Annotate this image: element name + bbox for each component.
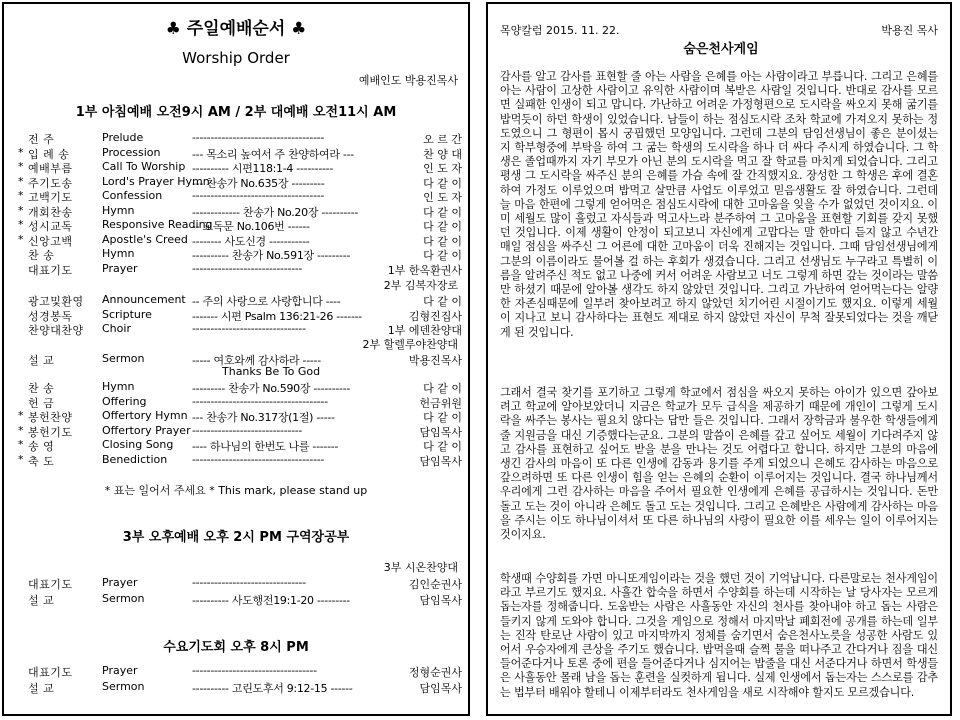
- worship-order-page: [2, 2, 470, 716]
- order-item-ko: 광고및환영: [28, 295, 84, 308]
- order-item-leader: 다 같 이: [423, 249, 462, 262]
- order-item-detail: ------- 시편 Psalm 136:21-26 -------: [192, 309, 362, 323]
- order-item-en: Sermon: [102, 592, 145, 605]
- order-item-mark: *: [18, 174, 24, 188]
- order-item-detail: -------------------------------: [192, 322, 306, 335]
- order-item-en: Responsive Reading: [102, 218, 213, 231]
- order-item-leader: 김인순권사: [408, 578, 462, 591]
- order-item-detail: ---------- 고린도후서 9:12-15 ------: [192, 682, 353, 695]
- order-item-en: Hymn: [102, 247, 135, 260]
- service1-heading: 1부 아침예배 오전9시 AM / 2부 대예배 오전11시 AM: [75, 105, 397, 120]
- order-item-mark: *: [18, 160, 24, 173]
- order-item-en: Sermon: [102, 680, 145, 693]
- order-item-en: Prayer: [102, 576, 138, 589]
- order-item-detail: ---- 하나님의 한번도 나를 -------: [192, 440, 339, 453]
- order-item-leader: 담임목사: [419, 425, 462, 439]
- order-row: [18, 322, 462, 337]
- order-item-ko: 봉헌찬양: [28, 411, 73, 424]
- pastor-column-page: [486, 2, 952, 716]
- order-row: [18, 453, 462, 468]
- page-title: ♣ 주일예배순서 ♣: [165, 19, 307, 39]
- order-item-ko: 입 례 송: [28, 147, 70, 161]
- order-item-ko: 고백기도: [28, 191, 73, 204]
- order-item-detail: ------------------------------------: [192, 131, 325, 144]
- order-row: [18, 160, 462, 175]
- order-item-ko: 설 교: [28, 682, 55, 695]
- order-item-leader: 다 같 이: [423, 295, 462, 308]
- order-item-ko: 신앙고백: [28, 234, 73, 248]
- order-row: [18, 189, 462, 204]
- order-row: [18, 175, 462, 190]
- order-item-en: Lord's Prayer Hymn: [102, 174, 210, 188]
- order-row: [18, 218, 462, 233]
- order-item-leader: 담임목사: [419, 454, 462, 468]
- order-item-mark: *: [18, 145, 24, 159]
- order-item-ko: 봉헌기도: [28, 425, 73, 439]
- column-paragraph-1: 감사를 알고 감사를 표현할 줄 아는 사람을 은혜를 아는 사람이라고 부릅니다. 그리고 은혜를 아는 사람이 고상한 사람이고 유익한 사람이며 복받은 사람일 것입니다. 반대로 감사를 모르면 실패한 인생이 되고 맙니다. 가난하고 어려운 가정형편으로 도시락을 싸오지 못해 굶기를 밥먹듯이 하던 학생이 있었습니다. 남들이 하는 점심도시락 조차 학교에 가져오지 못하는 정도였으니 그 형편이 몹시 궁핍했던 모양입니다. 그런데 그분의 담임선생님이 좋은 분이셨는지 학부형중에 부탁을 하여 그 굶는 학생의 도시락을 하나 더 싸다 주시게 하였습니다. 그 학생은 졸업때까지 자기 부모가 아닌 분의 도시락을 먹고 잘 학교를 마치게 되었습니다. 그리고 평생 그 도시락을 싸주신 분의 은혜를 가슴 속에 잘 간직했지요. 장성한 그 학생은 후에 결혼하여 가정도 이루었으며 밥먹고 살만큼 사업도 이루었고 믿음생활도 잘 하였습니다. 그런데 늘 마음 한편에 그렇게 얻어먹은 점심도시락에 대한 고마움을 잊을 수가 없었던 것이지요. 이미 세월도 많이 흘렀고 자식들과 먹고사느라 분주하여 그 고마움을 표현할 기회를 갖지 못했던 것입니다. 이제 생활이 안정이 되고보니 자신에게 고맙다는 말 한마디 듣지 않고 수년간 매일 점심을 싸주신 그 어른에 대한 고마움이 더욱 진해지는 것입니다. 그때 담임선생님에게 그분의 이름이라도 물어볼 걸 하는 후회가 생겼습니다. 그리고 선생님도 누구라고 특별히 이름을 알려주신 적도 없고 나중에 커서 어려운 사람보고 너도 그렇게 하면 갚는 것이라는 말씀만 하셨기 때문에 알아볼 생각도 하지 않았던 것입니다. 그리고 가난하여 얻어먹는다는 알량한 자존심때문에 일부러 찾아보려고 하지 않았던 치기어린 시절이기도 했지요. 이렇게 세월이 지나고 보니 감사하다는 표현도 제대로 하지 않았던 자신이 무척 잘못되었다는 것을 깨닫게 된 것입니다.: [500, 70, 938, 339]
- order-row: [18, 204, 462, 219]
- order-item-ko: 개회찬송: [28, 205, 73, 219]
- order-row: [18, 262, 462, 277]
- column-title: 숨은천사게임: [683, 42, 759, 57]
- order-item-mark: *: [18, 203, 24, 217]
- order-row: [18, 592, 462, 607]
- order-item-en: Apostle's Creed: [102, 232, 188, 246]
- order-item-ko: 대표기도: [28, 263, 73, 277]
- order-item-ko: 예배부름: [28, 162, 73, 175]
- order-item-en: Offertory Hymn: [102, 409, 188, 422]
- order-item-detail: -- 주의 사랑으로 사랑합니다 ----: [192, 295, 341, 308]
- order-item-en: Hymn: [102, 380, 135, 393]
- order-item-detail: -- 교독문 No.106번 ------: [192, 220, 310, 233]
- order-item-ko: 성경봉독: [28, 309, 73, 323]
- choir-sub: 2부 할렐루야찬양대: [362, 338, 458, 351]
- order-item-leader: 담임목사: [419, 594, 462, 607]
- order-item-en: Prayer: [102, 261, 138, 275]
- order-item-leader: 다 같 이: [423, 220, 462, 233]
- order-item-en: Scripture: [102, 307, 152, 321]
- order-row: [18, 293, 462, 308]
- order-item-detail: --------- 찬송가 No.590장 ----------: [192, 382, 351, 395]
- order-item-leader: 다 같 이: [423, 411, 462, 424]
- order-item-leader: 다 같 이: [423, 176, 462, 190]
- order-item-mark: *: [18, 452, 24, 466]
- order-row: [18, 424, 462, 439]
- order-item-leader: 박용진목사: [408, 354, 462, 367]
- sermon-english-title: Thanks Be To God: [222, 365, 321, 378]
- order-item-leader: 다 같 이: [423, 440, 462, 453]
- order-item-en: Offering: [102, 394, 147, 408]
- order-item-ko: 찬 송: [28, 382, 55, 395]
- order-item-detail: --- 목소리 높여서 주 찬양하여라 ---: [192, 147, 354, 161]
- order-item-ko: 찬양대찬양: [28, 324, 84, 337]
- order-item-mark: *: [18, 232, 24, 246]
- order-item-ko: 송 영: [28, 440, 55, 453]
- order-item-mark: *: [18, 218, 24, 231]
- order-item-en: Hymn: [102, 203, 135, 217]
- order-item-en: Prelude: [102, 131, 144, 144]
- english-title: Worship Order: [182, 49, 290, 67]
- order-item-en: Prayer: [102, 664, 138, 677]
- order-row: [18, 233, 462, 248]
- order-item-mark: *: [18, 409, 24, 422]
- order-item-en: Closing Song: [102, 438, 174, 451]
- order-item-leader: 다 같 이: [423, 382, 462, 395]
- worship-leader: 예배인도 박용진목사: [358, 74, 458, 87]
- order-item-leader: 1부 한옥환권사: [387, 263, 462, 277]
- order-item-mark: *: [18, 189, 24, 202]
- order-item-ko: 대표기도: [28, 666, 73, 679]
- order-item-leader: 1부 에덴찬양대: [387, 324, 462, 337]
- order-item-leader: 담임목사: [419, 682, 462, 695]
- order-row: [18, 395, 462, 410]
- order-row: [18, 680, 462, 695]
- order-row: [18, 308, 462, 323]
- order-item-en: Sermon: [102, 352, 145, 365]
- order-row: [18, 409, 462, 424]
- order-item-leader: 헌금위원: [419, 396, 462, 410]
- order-item-ko: 헌 금: [28, 396, 55, 410]
- order-item-ko: 축 도: [28, 454, 55, 468]
- order-item-en: Benediction: [102, 452, 168, 466]
- order-item-leader: 다 같 이: [423, 234, 462, 248]
- service3-heading: 3부 오후예배 오후 2시 PM 구역장공부: [122, 530, 350, 545]
- order-item-ko: 설 교: [28, 354, 55, 367]
- order-item-leader: 찬 양 대: [423, 147, 462, 161]
- order-row: [18, 380, 462, 395]
- order-item-leader: 인 도 자: [423, 162, 462, 175]
- order-item-en: Offertory Prayer: [102, 423, 191, 437]
- order-item-detail: ---------- 찬송가 No.591장 ---------: [192, 249, 351, 262]
- order-row: [18, 247, 462, 262]
- standing-note: * 표는 일어서 주세요 * This mark, please stand up: [104, 484, 368, 497]
- order-item-detail: ------------------------------------: [192, 452, 325, 466]
- order-item-leader: 오 르 간: [423, 133, 462, 146]
- order-row: [18, 576, 462, 591]
- order-row: [18, 146, 462, 161]
- order-item-en: Procession: [102, 145, 161, 159]
- order-item-detail: ------------- 찬송가 No.20장 ----------: [192, 205, 359, 219]
- order-item-detail: -------------------------------------: [192, 394, 328, 408]
- order-item-leader: 정형순권사: [408, 666, 462, 679]
- order-item-leader: 인 도 자: [423, 191, 462, 204]
- order-item-detail: ---------- 사도행전19:1-20 ---------: [192, 594, 350, 607]
- order-item-ko: 찬 송: [28, 249, 55, 262]
- order-item-ko: 전 주: [28, 133, 55, 146]
- order-item-mark: *: [18, 438, 24, 451]
- order-item-detail: --- 찬송가 No.635장 ---------: [192, 176, 325, 190]
- order-item-leader: 다 같 이: [423, 205, 462, 219]
- order-item-detail: ----------------------------------: [192, 664, 317, 677]
- prayer-sub: 2부 김복자장로: [383, 279, 458, 292]
- service3-choir: 3부 시온찬양대: [383, 561, 458, 574]
- order-item-ko: 대표기도: [28, 578, 73, 591]
- column-paragraph-3: 학생때 수양회를 가면 마니또게임이라는 것을 했던 것이 기억납니다. 다른말로는 천사게임이라고 부르기도 했지요. 사흘간 합숙을 하면서 수양회를 하는데 시작하는 날 당사자는 모르게 돕는자를 정해줍니다. 도움받는 사람은 사흘동안 자신의 천사를 찾아내야 하고 돕는 사람은 들키지 않게 도와야 합니다. 그것을 게임으로 정해서 마지막날 폐회전에 공개를 하는데 일부는 진작 탄로난 사람이 있고 마지막까지 정체를 숨기면서 숨은천사노릇을 성공한 사람도 있어서 우승자에게 큰상을 주기도 했습니다. 밥먹을때 슬쩍 물을 떠나주고 간다거나 짐을 대신 들어준다거나 토론 중에 편을 들어준다거나 심지어는 밥줄을 대신 서준다거나 하면서 학생들은 사흘동안 몰래 남을 돕는 훈련을 실컷하게 됩니다. 실제 인생에서 돕는자는 스스로를 감추는 법부터 배워야 할테니 이제부터라도 천사게임을 새로 시작해야 할지도 모르겠습니다.: [500, 572, 938, 699]
- order-item-detail: --- 찬송가 No.317장(1절) -----: [192, 411, 335, 424]
- order-item-detail: -------- 사도신경 -----------: [192, 234, 310, 248]
- order-row: [18, 438, 462, 453]
- order-item-detail: ------------------------------: [192, 261, 303, 275]
- order-item-detail: -------------------------------: [192, 576, 306, 589]
- order-row: [18, 664, 462, 679]
- order-item-en: Announcement: [102, 293, 186, 306]
- column-paragraph-2: 그래서 결국 찾기를 포기하고 그렇게 학교에서 점심을 싸오지 못하는 아이가 있으면 갚아보려고 학교에 알아보았더니 지금은 학교가 모두 급식을 제공하기 때문에 개인이 그렇게 도시락을 싸주는 봉사는 필요치 않다는 답만 들은 것입니다. 그래서 장학금과 불우한 학생들에게 줄 지원금을 대신 기증했다는군요. 그분의 말씀이 은혜를 갚고 싶어도 세월이 기다려주지 않고 감사를 표현하고 싶어도 받을 분을 만나는 것도 어렵다고 합니다. 하지만 그분의 마음에 생긴 감사의 마음이 또 다른 인생에 감동과 용기를 주게 되었으니 은혜도 감사하는 마음으로 갚으려하면 또 다른 인생이 힘을 얻는 은혜의 순환이 이루어지는 것입니다. 결국 하나님께서 우리에게 그런 감사하는 마음을 주어서 필요한 인생에게 은혜를 공급하시는 것입니다. 돈만 돌고 도는 것이 아니라 은혜도 돌고 도는 것입니다. 그리고 은혜받은 사람에게 감사하는 마음을 주시는 이도 하나님이셔서 또 다른 하나님의 사랑이 필요한 이를 세우는 일이 이루어지는 것이지요.: [500, 386, 938, 542]
- order-row: [18, 131, 462, 146]
- order-item-en: Choir: [102, 322, 131, 335]
- order-item-leader: 김형진집사: [408, 309, 462, 323]
- order-item-ko: 성시교독: [28, 220, 73, 233]
- order-item-detail: ------------------------------------: [192, 189, 325, 202]
- column-date: 목양칼럼 2015. 11. 22.: [500, 24, 620, 37]
- column-author: 박용진 목사: [881, 24, 938, 37]
- order-item-ko: 설 교: [28, 594, 55, 607]
- order-item-detail: ---------- 시편118:1-4 ----------: [192, 162, 333, 175]
- order-item-ko: 주기도송: [28, 176, 73, 190]
- order-item-en: Confession: [102, 189, 163, 202]
- order-item-en: Call To Worship: [102, 160, 186, 173]
- order-item-detail: ----- 여호와께 감사하라 -----: [192, 354, 321, 367]
- wednesday-heading: 수요기도회 오후 8시 PM: [163, 640, 309, 655]
- order-item-mark: *: [18, 423, 24, 437]
- order-item-detail: ------------------------------: [192, 423, 303, 437]
